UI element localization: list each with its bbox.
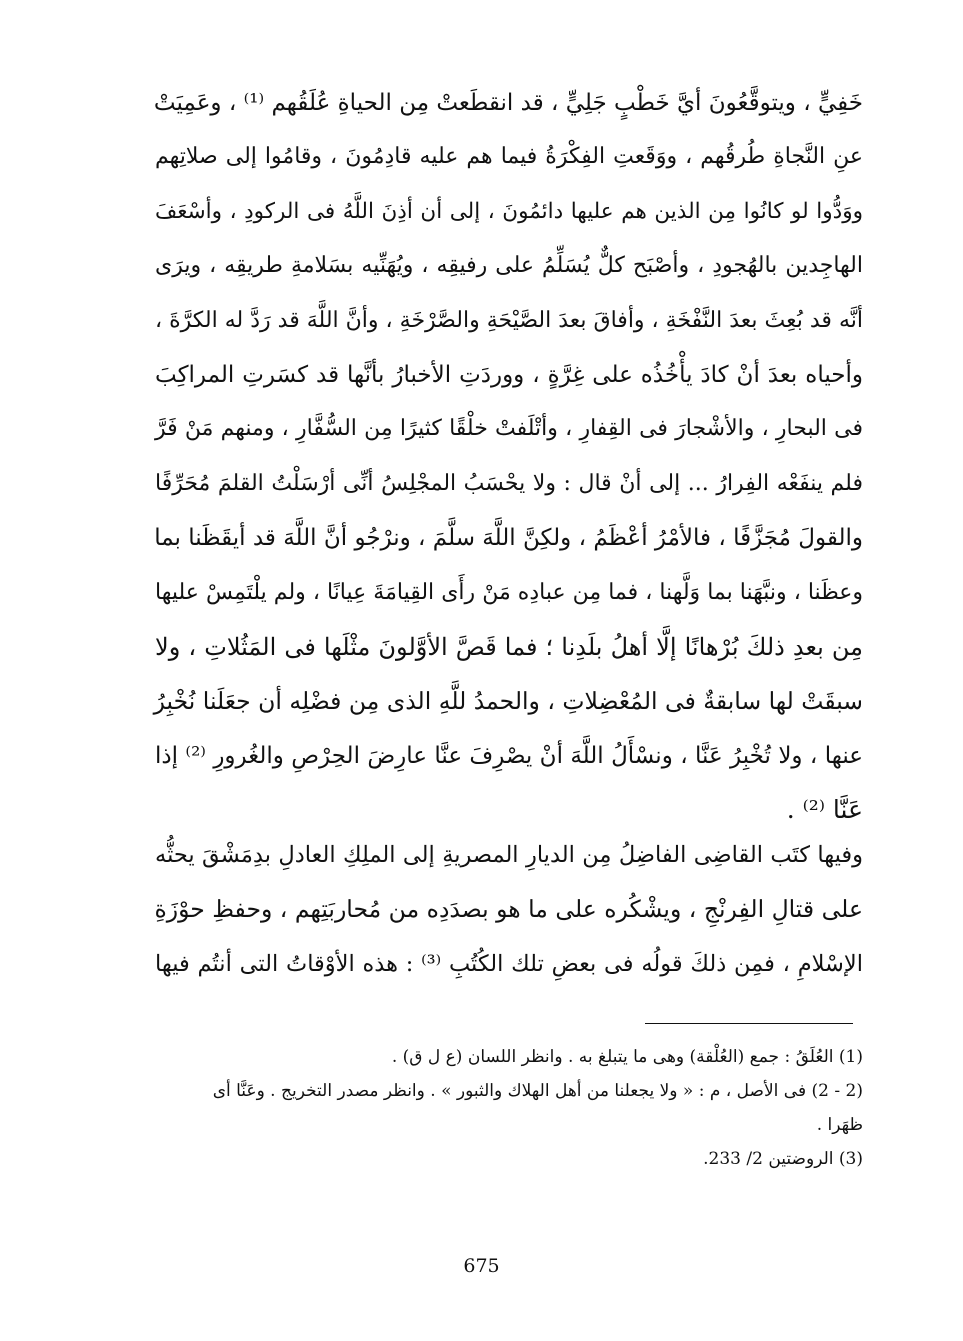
footnote-1: (1) العُلَقُ : جمع (العُلْقة) وهى ما يتبلغ به . وانظر اللسان (ع ل ق) . [391, 1047, 863, 1067]
text-line: عنِ النَّجاةِ طُرقُهم ، ووَقَعتِ الفِكْرَةُ فيما هم عليه قادِمُونَ ، وقامُوا إلى صلاتِهم [155, 144, 863, 170]
paragraph-1 [155, 76, 863, 837]
text-line: الإسْلامِ ، فمِن ذلكَ قولُه فى بعضِ تلك الكُتُبِ ⁽³⁾ : هذه الأوْقاتُ التى أنتُم فيها [155, 950, 863, 977]
footnote-separator [645, 1023, 853, 1024]
text-line: وعظَنا ، ونبَّهَنا بما وَلَّهنا ، فما مِن عبادِه مَنْ رأَى القِيامَةَ عِيانًا ، ولم يلْتَمِسْ عليها [155, 579, 863, 605]
footnotes [145, 1040, 863, 1176]
text-line: مِن بعدِ ذلكَ بُرْهانًا إلَّا أهلُ بلَدِنا ؛ فما قَصَّ الأوَّلونَ مثْلَها فى المَثُلاتِ ، ولا [155, 632, 863, 661]
text-line: وفيها كتَب القاضِى الفاضِلُ مِن الديارِ المصريةِ إلى الملِكِ العادلِ بدِمَشْقَ يحثُّه [155, 842, 863, 868]
text-line: أنَّه قد بُعِثَ بعدَ النَّفْخَةِ ، وأفاقَ بعدَ الصَّيْحَةِ والصَّرْخَةِ ، وأنَّ اللَّهَ قد رَدَّ له الكرَّةَ ، [155, 307, 863, 333]
text-line: على قتالِ الفِرنْجِ ، ويشْكُره على ما هو بصدَدِه من مُحاربَتِهم ، وحفظِ حوْزَةِ [154, 895, 863, 924]
text-line: خَفِيٍّ ، ويتوقَّعُونَ أيَّ خَطْبٍ جَلِيٍّ ، قد انقطَعتْ مِن الحياةِ عُلَقُهم ⁽¹⁾ ، وعَمِيَتْ [153, 90, 863, 116]
text-line: وأحياه بعدَ أنْ كادَ يأْخُذُه على غِرَّةٍ ، ووردَتِ الأخبارُ بأنَّها قد كسَرتِ المراكِبَ [155, 361, 863, 388]
text-line: عنها ، ولا تُخْبِرُ عَنَّا ، ونسْأَلُ اللَّهَ أنْ يصْرِفَ عنَّا عارِضَ الحِرْصِ والغُرورِ ⁽²⁾ إذا [155, 742, 863, 769]
text-line: الهاجِدين بالهُجودِ ، وأصْبَح كلٌّ يُسَلِّمُ على رفيقِه ، ويُهَنِّيه بسَلامةِ طريقِه ، ويرَى [155, 253, 863, 279]
paragraph-2 [155, 828, 863, 991]
text-line: سبقَتْ لها سابقةٌ فى المُعْضِلاتِ ، والحمدُ للَّهِ الذى مِن فضْلِه أن جعَلَنا نُخْبِرُ [153, 687, 863, 716]
footnote-2-continued: ظهَرا . [816, 1115, 863, 1135]
footnote-3: (3) الروضتين 2/ 233. [703, 1149, 863, 1169]
text-line: فى البحارِ ، والأشْجارَ فى القِفارِ ، وأتْلَفتْ خلْقًا كثيرًا مِن السُّفَّارِ ، ومنهم مَنْ فَرَّ [155, 416, 863, 442]
text-line: والقولَ مُجَزَّفًا ، فالأمْرُ أعْظَمُ ، ولكِنَّ اللَّهَ سلَّمَ ، ونرْجُو أنَّ اللَّهَ قد أيقَظَنا بما [154, 525, 863, 552]
text-line: عَنَّا ⁽²⁾ . [786, 795, 863, 825]
text-line: ووَدُّوا لو كانُوا مِن الذين هم عليها دائمُونَ ، إلى أن أذِنَ اللَّهُ فى الركودِ ، وأسْعَفَ [155, 198, 863, 224]
page-number: 675 [463, 1255, 500, 1277]
footnote-2: (2 - 2) فى الأصل ، م : « ولا يجعلنا من أهل الهلاك والثبور » . وانظر مصدر التخريج . وعَنَّا أى [212, 1081, 863, 1101]
text-line: فلم ينفَعْه الفِرارُ ... إلى أنْ قال : ولا يحْسَبُ المجْلِسُ أنِّى أرْسَلْتُ القلمَ مُحَرِّفًا [155, 470, 863, 496]
